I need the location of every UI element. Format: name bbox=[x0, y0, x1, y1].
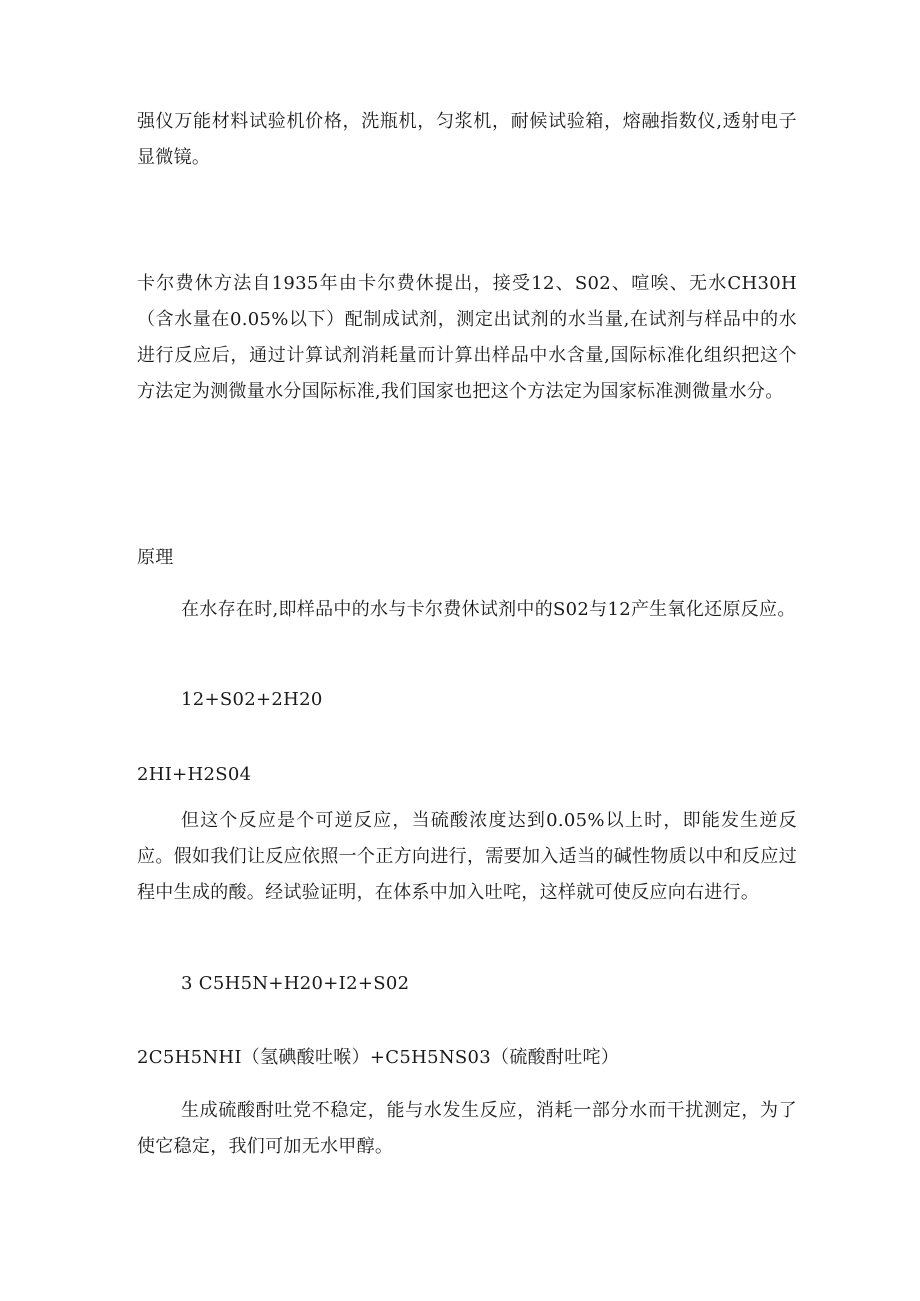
section-heading-principle: 原理 bbox=[137, 547, 174, 568]
equation-pyridine-products: 2C5H5NHI（氢碘酸吐喉）+C5H5NS03（硫酸酎吐咤） bbox=[137, 1047, 620, 1068]
equation-pyridine-reactants: 3 C5H5N+H20+I2+S02 bbox=[181, 973, 410, 994]
stabilization-paragraph: 生成硫酸酎吐党不稳定，能与水发生反应，消耗一部分水而干扰测定，为了使它稳定，我们可加无水甲醇。 bbox=[137, 1100, 797, 1157]
equation-reactants: 12+S02+2H20 bbox=[181, 689, 323, 710]
principle-paragraph: 在水存在时,即样品中的水与卡尔费休试剂中的S02与12产生氧化还原反应。 bbox=[181, 599, 796, 620]
karl-fischer-paragraph: 卡尔费休方法自1935年由卡尔费休提出，接受12、S02、喧唉、无水CH30H（含水量在0.05%以下）配制成试剂，测定出试剂的水当量,在试剂与样品中的水进行反应后，通过计算试剂消耗量而计算出样品中水含量,国际标准化组织把这个方法定为测微量水分国际标准,我们国家也把这个方法定为国家标准测微量水分。 bbox=[137, 273, 797, 402]
intro-paragraph: 强仪万能材料试验机价格，洗瓶机，匀浆机，耐候试验箱，熔融指数仪,透射电子显微镜。 bbox=[137, 111, 797, 168]
equation-products: 2HI+H2S04 bbox=[137, 764, 252, 785]
reversible-reaction-paragraph: 但这个反应是个可逆反应，当硫酸浓度达到0.05%以上时，即能发生逆反应。假如我们让反应依照一个正方向进行，需要加入适当的碱性物质以中和反应过程中生成的酸。经试验证明，在体系中加入吐咤，这样就可使反应向右进行。 bbox=[137, 810, 797, 903]
